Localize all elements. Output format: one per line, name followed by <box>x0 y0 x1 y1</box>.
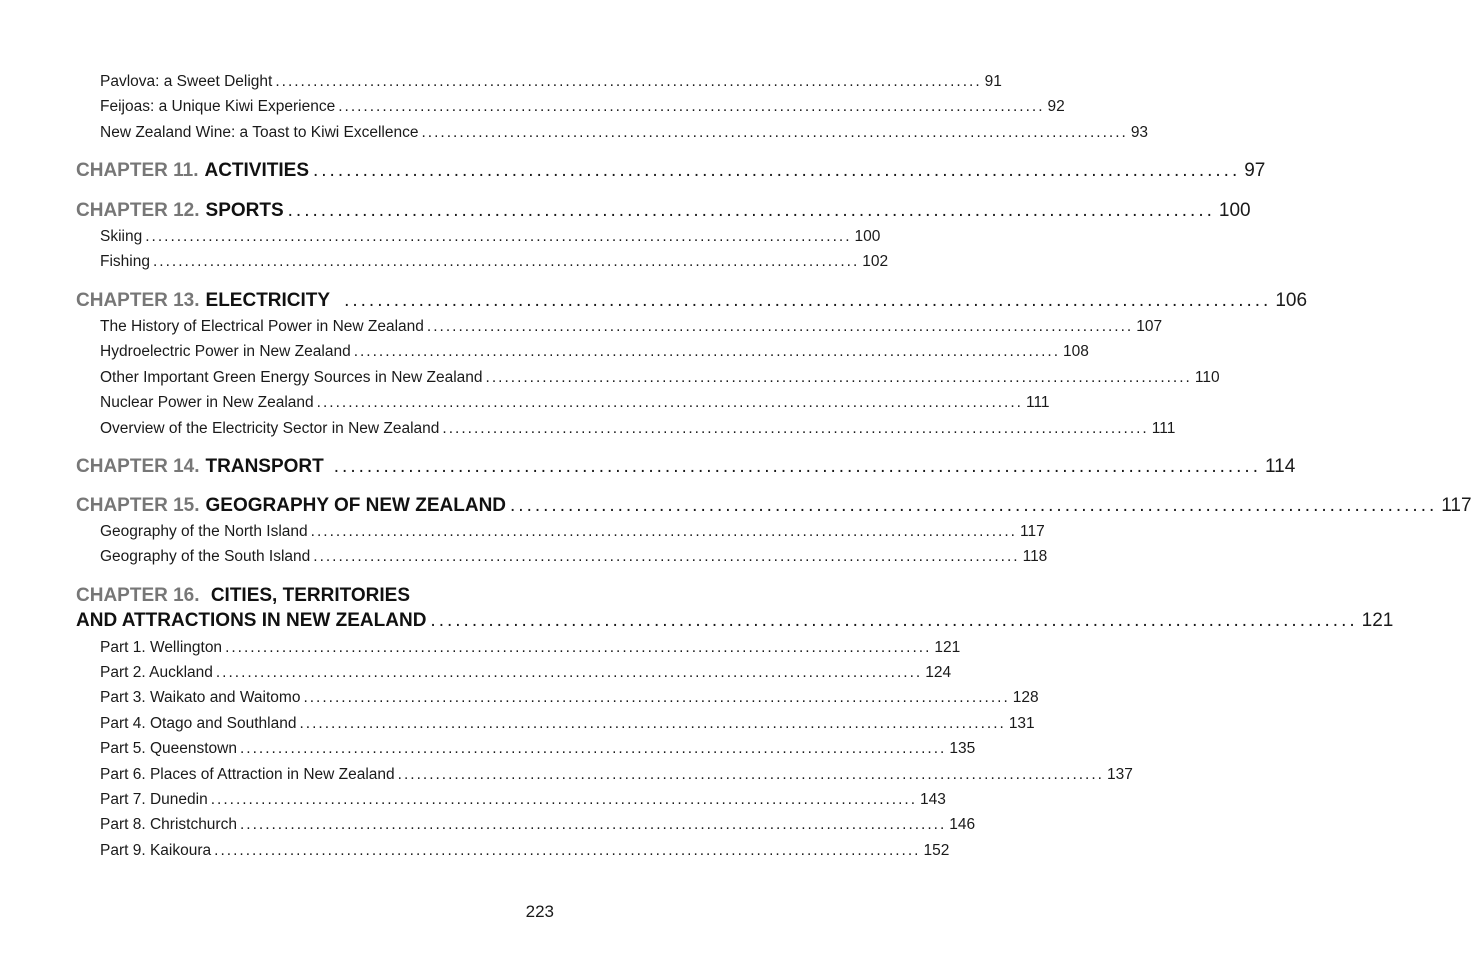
entry-title: Feijoas: a Unique Kiwi Experience <box>100 98 336 115</box>
chapter-heading-12[interactable] <box>76 199 1251 223</box>
toc-entry[interactable] <box>100 547 1048 567</box>
chapter-title: TRANSPORT <box>205 456 324 477</box>
entry-page: 111 <box>1151 420 1176 437</box>
entry-page: 108 <box>1063 343 1089 360</box>
chapter-number: CHAPTER 15. <box>76 495 200 516</box>
chapter-heading-13[interactable] <box>76 289 1308 313</box>
toc-entry[interactable] <box>100 72 1002 92</box>
entry-title: Overview of the Electricity Sector in New Zealand <box>100 420 440 437</box>
leader-dots: ................................................................................................................ <box>353 343 1061 360</box>
leader-dots: ................................................................................................................ <box>344 290 1272 311</box>
entry-title: Part 2. Auckland <box>100 664 213 681</box>
leader-dots: ................................................................................................................ <box>215 664 923 681</box>
entry-page: 137 <box>1106 766 1133 783</box>
chapter-title: SPORTS <box>205 200 284 221</box>
entry-page: 117 <box>1019 523 1045 540</box>
entry-title: Part 8. Christchurch <box>100 816 237 833</box>
entry-page: 152 <box>923 842 950 859</box>
toc-entry[interactable] <box>100 522 1045 542</box>
entry-title: The History of Electrical Power in New Zealand <box>100 318 424 335</box>
entry-page: 102 <box>862 253 889 270</box>
leader-dots: ................................................................................................................ <box>442 420 1149 437</box>
chapter-heading-11[interactable] <box>76 159 1266 183</box>
entry-title: Part 5. Queenstown <box>100 740 237 757</box>
chapter-title: ELECTRICITY <box>205 290 331 311</box>
leader-dots: ................................................................................................................ <box>316 394 1023 411</box>
chapter-title-line1: CITIES, TERRITORIES <box>210 585 410 606</box>
entry-title: Nuclear Power in New Zealand <box>100 394 314 411</box>
leader-dots: ................................................................................................................ <box>214 842 921 859</box>
toc-entry[interactable] <box>100 739 976 759</box>
toc-entry[interactable] <box>100 815 976 835</box>
entry-page: 128 <box>1012 689 1039 706</box>
leader-dots: ................................................................................................................ <box>421 124 1128 141</box>
leader-dots: ................................................................................................................ <box>210 791 918 808</box>
chapter-title: GEOGRAPHY OF NEW ZEALAND <box>205 495 507 516</box>
entry-title: Pavlova: a Sweet Delight <box>100 73 273 90</box>
toc-entry[interactable] <box>100 714 1035 734</box>
chapter-page: 106 <box>1275 290 1308 311</box>
chapter-heading-14[interactable] <box>76 455 1296 479</box>
leader-dots: ................................................................................................................ <box>426 318 1134 335</box>
entry-title: Part 1. Wellington <box>100 639 223 656</box>
entry-page: 131 <box>1008 715 1035 732</box>
entry-title: Part 9. Kaikoura <box>100 842 212 859</box>
entry-page: 146 <box>949 816 976 833</box>
leader-dots: ................................................................................................................ <box>145 228 852 245</box>
entry-page: 118 <box>1022 548 1048 565</box>
chapter-number: CHAPTER 16. <box>76 585 200 606</box>
chapter-page: 97 <box>1244 160 1266 181</box>
toc-entry[interactable] <box>100 393 1050 413</box>
leader-dots: ................................................................................................................ <box>310 523 1017 540</box>
chapter-title-line2: AND ATTRACTIONS IN NEW ZEALAND <box>76 610 427 631</box>
toc-entry[interactable] <box>100 841 950 861</box>
toc-entry[interactable] <box>100 368 1220 388</box>
chapter-page: 121 <box>1361 610 1394 631</box>
entry-title: Skiing <box>100 228 143 245</box>
leader-dots: ................................................................................................................ <box>287 200 1215 221</box>
leader-dots: ................................................................................................................ <box>313 160 1241 181</box>
entry-title: New Zealand Wine: a Toast to Kiwi Excellence <box>100 124 419 141</box>
entry-page: 111 <box>1025 394 1050 411</box>
chapter-number: CHAPTER 11. <box>76 160 199 181</box>
entry-page: 93 <box>1130 124 1149 141</box>
chapter-heading-16[interactable] <box>76 584 410 608</box>
chapter-page: 114 <box>1265 456 1296 477</box>
chapter-number: CHAPTER 12. <box>76 200 200 221</box>
leader-dots: ................................................................................................................ <box>338 98 1045 115</box>
chapter-number: CHAPTER 13. <box>76 290 200 311</box>
leader-dots: ................................................................................................................ <box>225 639 932 656</box>
leader-dots: ................................................................................................................ <box>430 610 1358 631</box>
toc-entry[interactable] <box>100 790 946 810</box>
toc-entry[interactable] <box>100 317 1163 337</box>
entry-title: Other Important Green Energy Sources in New Zealand <box>100 369 483 386</box>
chapter-number: CHAPTER 14. <box>76 456 200 477</box>
entry-title: Part 3. Waikato and Waitomo <box>100 689 301 706</box>
leader-dots: ................................................................................................................ <box>303 689 1010 706</box>
entry-title: Fishing <box>100 253 150 270</box>
entry-page: 121 <box>934 639 961 656</box>
entry-page: 100 <box>854 228 881 245</box>
leader-dots: ................................................................................................................ <box>152 253 860 270</box>
toc-entry[interactable] <box>100 227 881 247</box>
toc-entry[interactable] <box>100 765 1133 785</box>
toc-entry[interactable] <box>100 663 952 683</box>
entry-page: 91 <box>984 73 1002 90</box>
chapter-page: 117 <box>1441 495 1472 516</box>
entry-page: 110 <box>1194 369 1220 386</box>
entry-title: Part 6. Places of Attraction in New Zealand <box>100 766 395 783</box>
entry-title: Part 7. Dunedin <box>100 791 208 808</box>
chapter-heading-16-cont[interactable] <box>76 609 1394 633</box>
chapter-title: ACTIVITIES <box>204 160 309 181</box>
page-number: 223 <box>525 902 554 921</box>
toc-entry[interactable] <box>100 688 1039 708</box>
toc-entry[interactable] <box>100 638 961 658</box>
entry-page: 107 <box>1136 318 1163 335</box>
entry-title: Geography of the South Island <box>100 548 311 565</box>
toc-entry[interactable] <box>100 342 1089 362</box>
chapter-heading-15[interactable] <box>76 494 1472 518</box>
entry-title: Hydroelectric Power in New Zealand <box>100 343 351 360</box>
toc-entry[interactable] <box>100 123 1149 143</box>
entry-page: 135 <box>949 740 976 757</box>
leader-dots: ................................................................................................................ <box>397 766 1104 783</box>
entry-title: Part 4. Otago and Southland <box>100 715 297 732</box>
leader-dots: ................................................................................................................ <box>240 740 947 757</box>
leader-dots: ................................................................................................................ <box>299 715 1006 732</box>
leader-dots: ................................................................................................................ <box>510 495 1438 516</box>
entry-title: Geography of the North Island <box>100 523 308 540</box>
entry-page: 92 <box>1047 98 1065 115</box>
leader-dots: ................................................................................................................ <box>275 73 982 90</box>
entry-page: 124 <box>925 664 952 681</box>
chapter-page: 100 <box>1218 200 1251 221</box>
entry-page: 143 <box>920 791 946 808</box>
leader-dots: ................................................................................................................ <box>239 816 947 833</box>
toc-entry[interactable] <box>100 252 889 272</box>
toc-entry[interactable] <box>100 97 1065 117</box>
leader-dots: ................................................................................................................ <box>333 456 1261 477</box>
toc-entry[interactable] <box>100 419 1176 439</box>
leader-dots: ................................................................................................................ <box>485 369 1192 386</box>
leader-dots: ................................................................................................................ <box>313 548 1020 565</box>
